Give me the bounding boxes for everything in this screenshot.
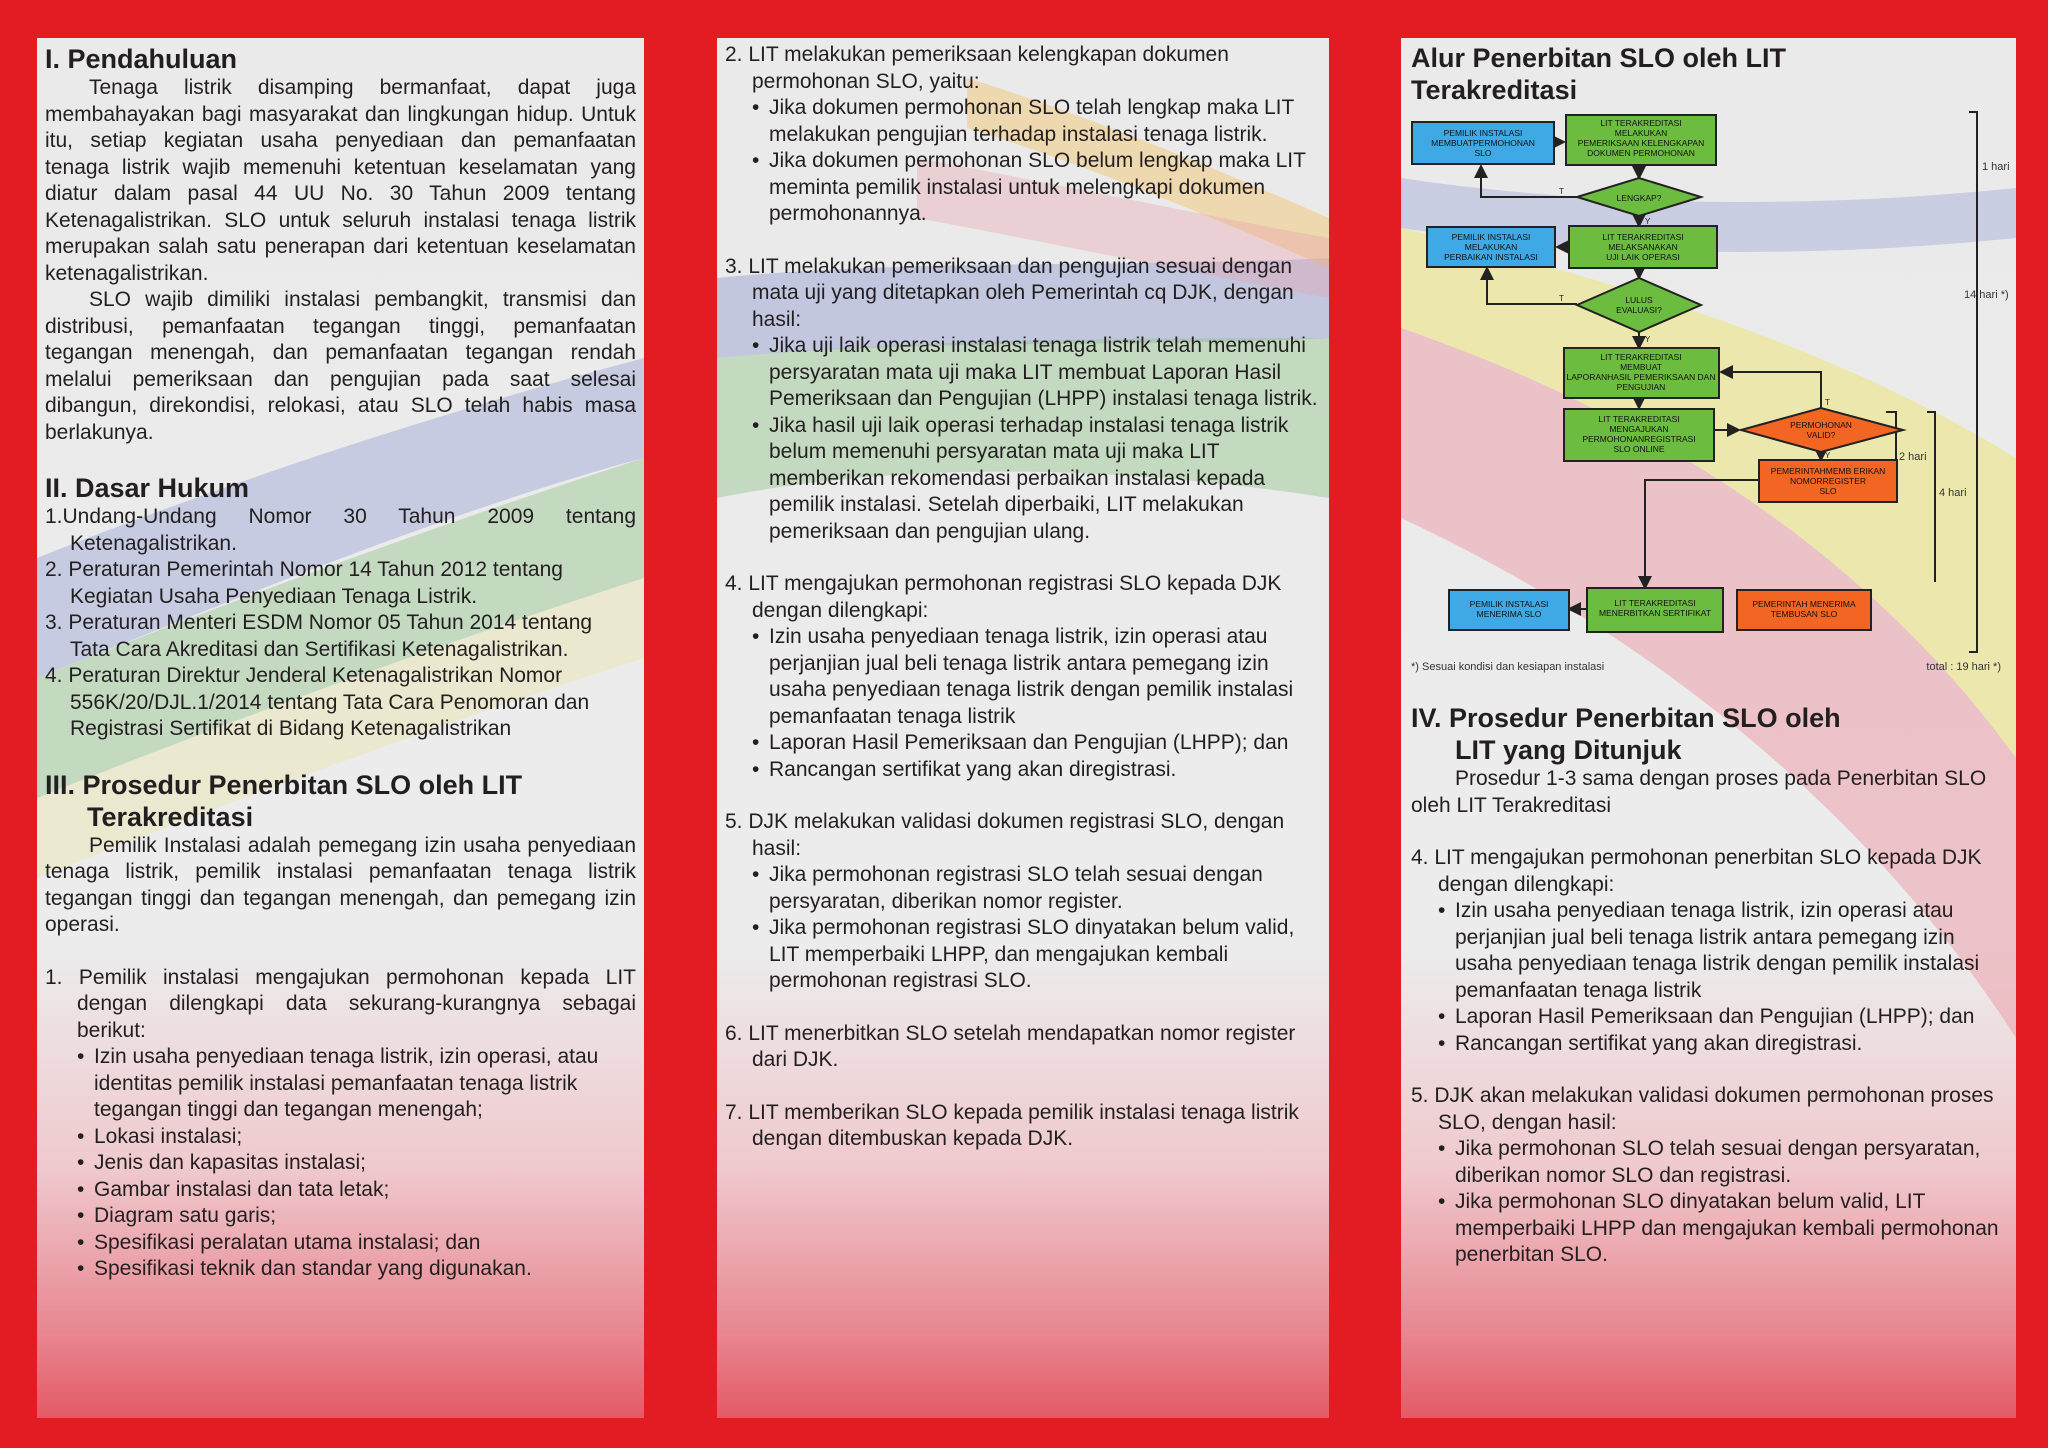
- svg-text:PEMERINTAHMEMB ERIKAN: PEMERINTAHMEMB ERIKAN: [1770, 466, 1886, 476]
- section-4-title: [1411, 702, 2006, 766]
- requirement-item: • Izin usaha penyediaan tenaga listrik, izin operasi, atau identitas pemilik instalasi pemanfaatan tenaga listrik tegangan tinggi dan tegangan menengah;: [77, 1044, 636, 1124]
- panel-right: [1401, 38, 2016, 1418]
- svg-text:MELAKUKAN: MELAKUKAN: [1464, 242, 1518, 252]
- flow-node-owner-application: [1412, 122, 1554, 164]
- label-yes: Y: [1825, 451, 1831, 460]
- svg-text:EVALUASI?: EVALUASI?: [1616, 305, 1662, 315]
- section-4-title-line-2: LIT yang Ditunjuk: [1455, 735, 1682, 765]
- section-2-title: II. Dasar Hukum: [45, 473, 250, 503]
- flowchart-title-line-2: Terakreditasi: [1411, 75, 1578, 105]
- svg-text:LAPORANHASIL PEMERIKSAAN DAN: LAPORANHASIL PEMERIKSAAN DAN: [1566, 372, 1716, 382]
- svg-text:PEMILIK INSTALASI: PEMILIK INSTALASI: [1443, 128, 1523, 138]
- svg-text:TEMBUSAN SLO: TEMBUSAN SLO: [1770, 609, 1838, 619]
- requirement-item: • Diagram satu garis;: [77, 1203, 636, 1230]
- section-3-title-line-1: III. Prosedur Penerbitan SLO oleh LIT: [45, 769, 523, 800]
- step-4-attachment: • Izin usaha penyediaan tenaga listrik, izin operasi atau perjanjian jual beli tenaga listrik antara pemegang izin usaha penyediaan tenaga listrik dengan pemilik instalasi pemanfaatan tenaga listrik: [752, 624, 1321, 730]
- section-4-attachment: • Rancangan sertifikat yang akan diregistrasi.: [1438, 1031, 2006, 1058]
- requirement-item: • Spesifikasi peralatan utama instalasi; dan: [77, 1230, 636, 1257]
- svg-text:LIT TERAKREDITASI: LIT TERAKREDITASI: [1600, 352, 1682, 362]
- svg-text:PENGUJIAN: PENGUJIAN: [1616, 382, 1666, 392]
- section-1-title: I. Pendahuluan: [45, 44, 238, 74]
- flow-node-lit-report: [1564, 348, 1719, 398]
- svg-text:PERMOHONANREGISTRASI: PERMOHONANREGISTRASI: [1582, 434, 1696, 444]
- svg-text:PEMERINTAH MENERIMA: PEMERINTAH MENERIMA: [1752, 599, 1856, 609]
- step-5-result: • Jika permohonan registrasi SLO telah sesuai dengan persyaratan, diberikan nomor register.: [752, 862, 1321, 915]
- procedure-step-7: 7. LIT memberikan SLO kepada pemilik instalasi tenaga listrik dengan ditembuskan kepada DJK.: [725, 1100, 1299, 1150]
- svg-text:LULUS: LULUS: [1625, 295, 1653, 305]
- svg-text:SLO: SLO: [1474, 148, 1492, 158]
- svg-text:PEMILIK INSTALASI: PEMILIK INSTALASI: [1451, 232, 1531, 242]
- section-3-title-line-2: Terakreditasi: [87, 801, 254, 832]
- section-4-attachment: • Laporan Hasil Pemeriksaan dan Pengujian (LHPP); dan: [1438, 1004, 2006, 1031]
- label-no: T: [1825, 398, 1830, 407]
- flowchart-title-line-1: Alur Penerbitan SLO oleh LIT: [1411, 43, 1787, 73]
- flow-decision-evaluation: [1577, 278, 1701, 332]
- requirement-item: • Jenis dan kapasitas instalasi;: [77, 1150, 636, 1177]
- section-4-step-4: 4. LIT mengajukan permohonan penerbitan SLO kepada DJK dengan dilengkapi:: [1411, 846, 1982, 896]
- requirement-item: • Lokasi instalasi;: [77, 1124, 636, 1151]
- flowchart-title: [1411, 42, 2006, 106]
- legal-basis-item: 1.Undang-Undang Nomor 30 Tahun 2009 tentang Ketenagalistrikan.: [45, 505, 636, 555]
- flow-node-owner-repair: [1427, 227, 1555, 267]
- flow-node-owner-receives-slo: [1449, 590, 1569, 630]
- svg-text:MEMBUAT: MEMBUAT: [1620, 362, 1662, 372]
- section-4-result: • Jika permohonan SLO dinyatakan belum valid, LIT memperbaiki LHPP dan mengajukan kembali permohonan penerbitan SLO.: [1438, 1189, 2006, 1269]
- svg-text:LIT TERAKREDITASI: LIT TERAKREDITASI: [1598, 414, 1680, 424]
- flowchart-footnote: *) Sesuai kondisi dan kesiapan instalasi: [1411, 661, 1605, 673]
- svg-text:MEMBUATPERMOHONAN: MEMBUATPERMOHONAN: [1431, 138, 1535, 148]
- duration-label: 2 hari: [1899, 451, 1927, 463]
- section-4-step-5: 5. DJK akan melakukan validasi dokumen permohonan proses SLO, dengan hasil:: [1411, 1084, 1994, 1134]
- panel-middle: [717, 38, 1329, 1418]
- step-3-result: • Jika uji laik operasi instalasi tenaga listrik telah memenuhi persyaratan mata uji maka LIT membuat Laporan Hasil Pemeriksaan dan Pengujian (LHPP) instalasi tenaga listrik.: [752, 333, 1321, 413]
- procedure-step-5: 5. DJK melakukan validasi dokumen registrasi SLO, dengan hasil:: [725, 810, 1285, 860]
- requirement-item: • Spesifikasi teknik dan standar yang digunakan.: [77, 1256, 636, 1283]
- svg-text:MENERBITKAN SERTIFIKAT: MENERBITKAN SERTIFIKAT: [1598, 608, 1712, 618]
- section-3-intro: Pemilik Instalasi adalah pemegang izin usaha penyediaan tenaga listrik, pemilik instalasi pemanfaatan tenaga listrik tegangan tinggi dan tegangan menengah, dan pemegang izin operasi.: [45, 833, 636, 936]
- step-3-result: • Jika hasil uji laik operasi terhadap instalasi tenaga listrik belum memenuhi persyaratan mata uji maka LIT memberikan rekomendasi perbaikan instalasi kepada pemilik instalasi. Setelah diperbaiki, LIT melakukan pemeriksaan dan pengujian ulang.: [752, 413, 1321, 546]
- section-4-intro: Prosedur 1-3 sama dengan proses pada Penerbitan SLO oleh LIT Terakreditasi: [1411, 767, 1987, 817]
- svg-text:MELAKUKAN: MELAKUKAN: [1614, 128, 1668, 138]
- procedure-step-4: 4. LIT mengajukan permohonan registrasi SLO kepada DJK dengan dilengkapi:: [725, 572, 1282, 622]
- legal-basis-item: 2. Peraturan Pemerintah Nomor 14 Tahun 2012 tentang Kegiatan Usaha Penyediaan Tenaga Listrik.: [45, 558, 563, 608]
- panel-left: [37, 38, 644, 1418]
- procedure-step-1: 1. Pemilik instalasi mengajukan permohonan kepada LIT dengan dilengkapi data sekurang-kurangnya sebagai berikut:: [45, 965, 636, 1042]
- section-1-paragraph-1: Tenaga listrik disamping bermanfaat, dapat juga membahayakan bagi masyarakat dan lingkungan hidup. Untuk itu, setiap kegiatan usaha penyediaan dan pemanfaatan tenaga listrik wajib memenuhi ketentuan keselamatan yang diatur dalam pasal 44 UU No. 30 Tahun 2009 tentang Ketenagalistrikan. SLO untuk seluruh instalasi tenaga listrik merupakan salah satu penerapan dari ketentuan keselamatan ketenagalistrikan.: [45, 76, 636, 285]
- step-2-result: • Jika dokumen permohonan SLO belum lengkap maka LIT meminta pemilik instalasi untuk melengkapi dokumen permohonannya.: [752, 148, 1321, 228]
- svg-text:LIT TERAKREDITASI: LIT TERAKREDITASI: [1602, 232, 1684, 242]
- procedure-step-6: 6. LIT menerbitkan SLO setelah mendapatkan nomor register dari DJK.: [725, 1021, 1296, 1071]
- step-5-result: • Jika permohonan registrasi SLO dinyatakan belum valid, LIT memperbaiki LHPP, dan mengajukan kembali permohonan registrasi SLO.: [752, 915, 1321, 995]
- svg-text:LIT TERAKREDITASI: LIT TERAKREDITASI: [1600, 118, 1682, 128]
- step-2-result: • Jika dokumen permohonan SLO telah lengkap maka LIT melakukan pengujian terhadap instalasi tenaga listrik.: [752, 95, 1321, 148]
- svg-text:SLO ONLINE: SLO ONLINE: [1613, 444, 1665, 454]
- flow-node-government-register-number: [1759, 460, 1897, 502]
- svg-text:UJI LAIK OPERASI: UJI LAIK OPERASI: [1606, 252, 1680, 262]
- label-yes: Y: [1645, 217, 1651, 226]
- legal-basis-item: 3. Peraturan Menteri ESDM Nomor 05 Tahun 2014 tentang Tata Cara Akreditasi dan Sertifikasi Ketenagalistrikan.: [45, 611, 593, 661]
- section-4-attachment: • Izin usaha penyediaan tenaga listrik, izin operasi atau perjanjian jual beli tenaga listrik antara pemegang izin usaha penyediaan tenaga listrik dengan pemilik instalasi pemanfaatan tenaga listrik: [1438, 898, 2006, 1004]
- svg-text:LENGKAP?: LENGKAP?: [1616, 193, 1662, 203]
- svg-text:PEMERIKSAAN KELENGKAPAN: PEMERIKSAAN KELENGKAPAN: [1577, 138, 1705, 148]
- svg-text:PERMOHONAN: PERMOHONAN: [1790, 420, 1852, 430]
- requirement-item: • Gambar instalasi dan tata letak;: [77, 1177, 636, 1204]
- flowchart-total: total : 19 hari *): [1926, 661, 2001, 673]
- flow-node-lit-document-check: [1566, 115, 1716, 165]
- svg-text:PEMILIK INSTALASI: PEMILIK INSTALASI: [1469, 599, 1549, 609]
- svg-text:VALID?: VALID?: [1806, 430, 1836, 440]
- duration-label: 14 hari *): [1964, 289, 2009, 301]
- svg-text:DOKUMEN PERMOHONAN: DOKUMEN PERMOHONAN: [1587, 148, 1695, 158]
- flow-node-lit-issues-certificate: [1587, 588, 1723, 632]
- section-3-title: [45, 769, 636, 833]
- svg-text:LIT TERAKREDITASI: LIT TERAKREDITASI: [1614, 598, 1696, 608]
- procedure-step-2: 2. LIT melakukan pemeriksaan kelengkapan dokumen permohonan SLO, yaitu:: [725, 43, 1229, 93]
- flowchart: [1409, 112, 2010, 692]
- svg-text:PERBAIKAN INSTALASI: PERBAIKAN INSTALASI: [1444, 252, 1538, 262]
- svg-text:MENERIMA SLO: MENERIMA SLO: [1476, 609, 1542, 619]
- flow-decision-complete: [1577, 178, 1701, 216]
- duration-label: 1 hari: [1982, 161, 2010, 173]
- step-4-attachment: • Rancangan sertifikat yang akan diregistrasi.: [752, 757, 1321, 784]
- procedure-step-3: 3. LIT melakukan pemeriksaan dan pengujian sesuai dengan mata uji yang ditetapkan oleh Pemerintah cq DJK, dengan hasil:: [725, 254, 1294, 331]
- flow-node-lit-operation-test: [1569, 226, 1717, 268]
- step-4-attachment: • Laporan Hasil Pemeriksaan dan Pengujian (LHPP); dan: [752, 730, 1321, 757]
- section-1-paragraph-2: SLO wajib dimiliki instalasi pembangkit, transmisi dan distribusi, pemanfaatan tegangan tinggi, pemanfaatan tegangan menengah, dan pemanfaatan tegangan rendah melalui pemeriksaan dan pengujian pada saat selesai dibangun, direkondisi, relokasi, atau SLO telah habis masa berlakunya.: [45, 288, 636, 444]
- flow-node-lit-registration-request: [1564, 409, 1714, 461]
- label-no: T: [1559, 187, 1564, 196]
- svg-text:NOMORREGISTER: NOMORREGISTER: [1789, 476, 1867, 486]
- section-4-title-line-1: IV. Prosedur Penerbitan SLO oleh: [1411, 703, 1841, 733]
- label-no: T: [1559, 294, 1564, 303]
- label-yes: Y: [1645, 335, 1651, 344]
- svg-text:MENGAJUKAN: MENGAJUKAN: [1609, 424, 1669, 434]
- section-4-result: • Jika permohonan SLO telah sesuai dengan persyaratan, diberikan nomor SLO dan registrasi.: [1438, 1136, 2006, 1189]
- duration-label: 4 hari: [1939, 487, 1967, 499]
- flow-decision-valid: [1741, 408, 1903, 452]
- svg-text:SLO: SLO: [1819, 486, 1837, 496]
- svg-text:MELAKSANAKAN: MELAKSANAKAN: [1608, 242, 1678, 252]
- flow-node-government-copy: [1737, 590, 1871, 630]
- legal-basis-item: 4. Peraturan Direktur Jenderal Ketenagalistrikan Nomor 556K/20/DJL.1/2014 tentang Tata Cara Penomoran dan Registrasi Sertifikat di Bidang Ketenagalistrikan: [45, 664, 590, 740]
